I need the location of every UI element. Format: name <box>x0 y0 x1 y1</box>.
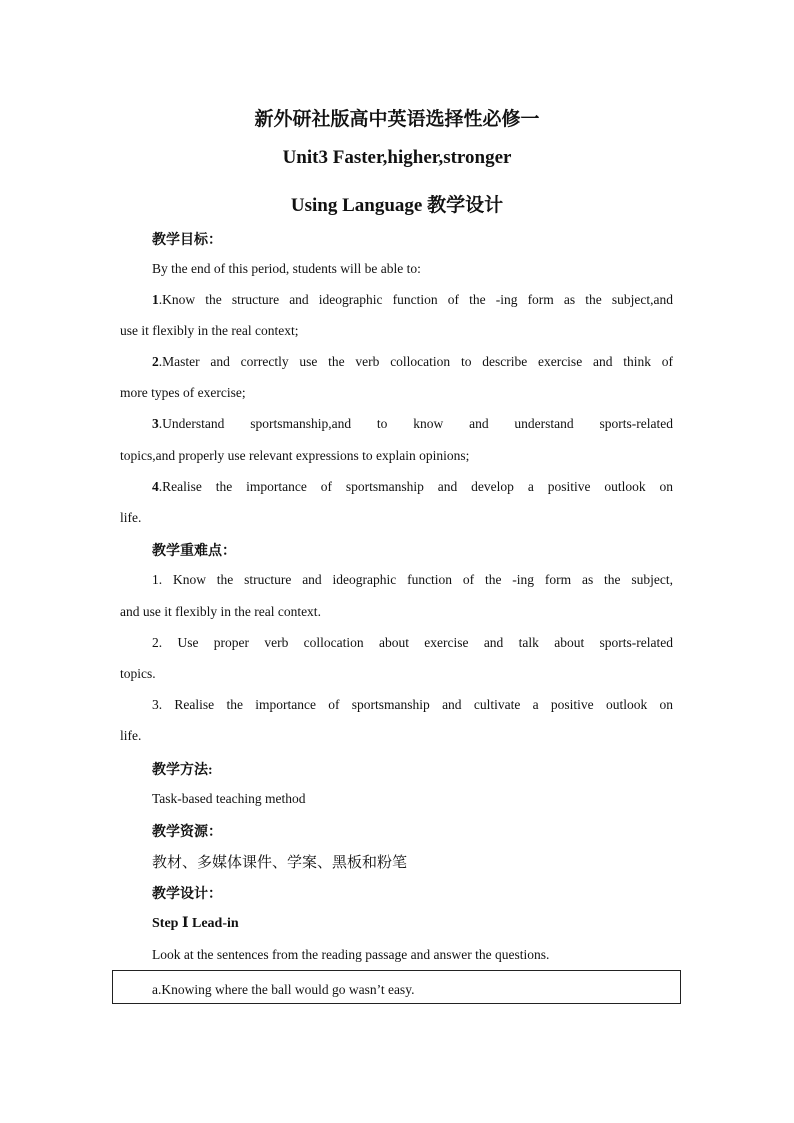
resources-heading: 教学资源： <box>152 825 222 840</box>
objective-text: .Master and correctly use the verb collocation to describe exercise and think of <box>158 354 673 369</box>
example-sentence: a.Knowing where the ball would go wasn’t easy. <box>152 982 415 997</box>
step-heading: Step Ⅰ Lead-in <box>152 916 239 931</box>
objective-item-1-cont: use it flexibly in the real context; <box>120 323 299 338</box>
objective-text: .Understand sportsmanship,and to know and understand sports-related <box>158 416 673 431</box>
lesson-title: Using Language 教学设计 <box>290 195 504 216</box>
key-point-3-cont: life. <box>120 728 142 743</box>
step-instruction: Look at the sentences from the reading passage and answer the questions. <box>152 947 550 962</box>
objective-item-3 <box>152 416 673 432</box>
objective-item-1 <box>152 292 673 308</box>
document-title: 新外研社版高中英语选择性必修一 <box>254 109 540 130</box>
objective-number: 4 <box>152 479 159 494</box>
objective-item-4-cont: life. <box>120 510 142 525</box>
key-point-1: 1. Know the structure and ideographic function of the -ing form as the subject, <box>152 572 673 587</box>
key-point-2: 2. Use proper verb collocation about exercise and talk about sports-related <box>152 635 673 650</box>
design-heading: 教学设计： <box>152 887 222 902</box>
key-point-2-cont: topics. <box>120 666 156 681</box>
resources-text: 教材、多媒体课件、学案、黑板和粉笔 <box>152 855 408 871</box>
objectives-intro: By the end of this period, students will be able to: <box>152 261 421 276</box>
key-points-heading: 教学重难点： <box>152 544 236 559</box>
objective-number: 2 <box>152 354 159 369</box>
objective-item-4 <box>152 479 673 495</box>
objective-item-2-cont: more types of exercise; <box>120 385 246 400</box>
methods-text: Task-based teaching method <box>152 791 306 806</box>
methods-heading: 教学方法: <box>152 763 213 778</box>
key-point-3: 3. Realise the importance of sportsmanship and cultivate a positive outlook on <box>152 697 673 712</box>
objectives-heading: 教学目标： <box>152 233 222 248</box>
unit-title: Unit3 Faster,higher,stronger <box>282 147 512 168</box>
objective-item-2 <box>152 354 673 370</box>
example-sentence-box <box>112 970 681 1004</box>
objective-text: .Realise the importance of sportsmanship and develop a positive outlook on <box>158 479 673 494</box>
objective-text: .Know the structure and ideographic function of the -ing form as the subject,and <box>158 292 673 307</box>
objective-item-3-cont: topics,and properly use relevant expressions to explain opinions; <box>120 448 470 463</box>
key-point-1-cont: and use it flexibly in the real context. <box>120 604 321 619</box>
objective-number: 3 <box>152 416 159 431</box>
objective-number: 1 <box>152 292 159 307</box>
